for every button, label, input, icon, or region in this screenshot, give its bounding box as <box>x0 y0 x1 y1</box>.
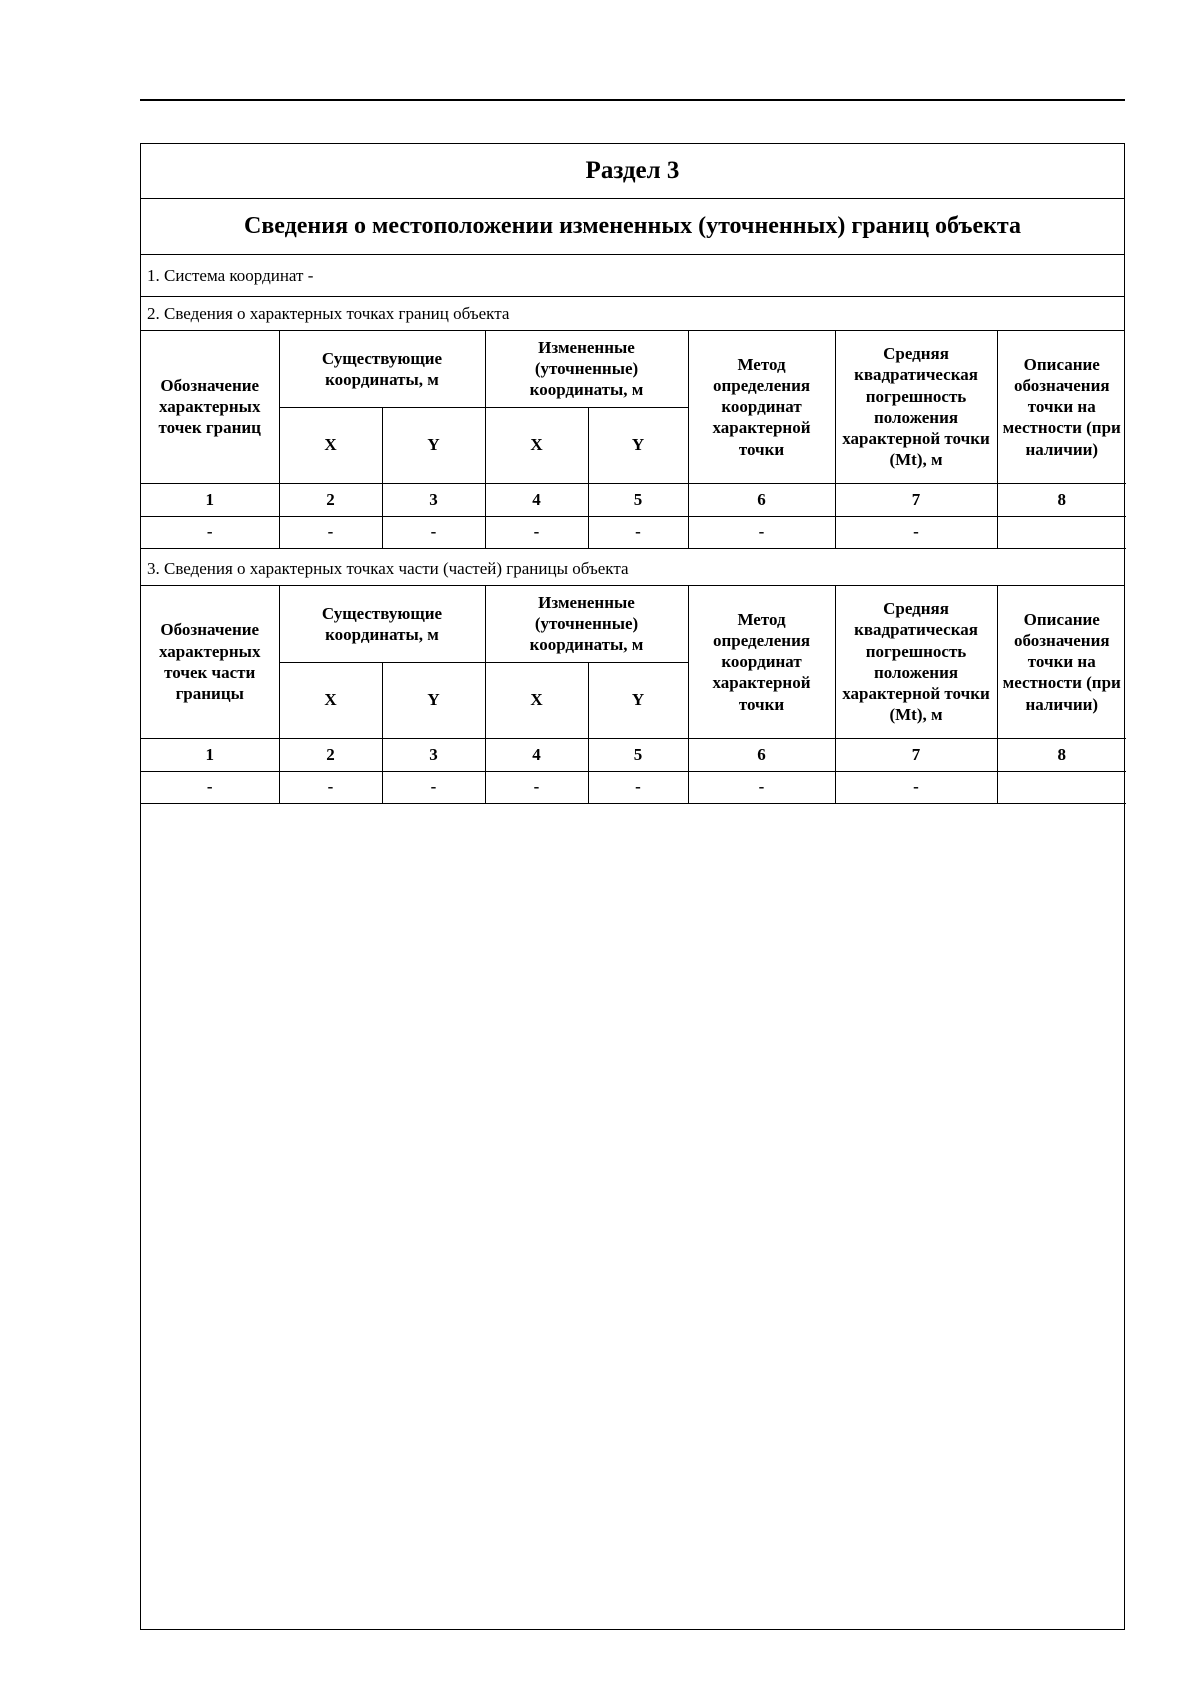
header-existing-y: Y <box>382 407 485 483</box>
table-cell <box>997 516 1126 548</box>
table-cell: - <box>688 516 835 548</box>
header-changed-y: Y <box>588 662 688 738</box>
header-changed-coords: Измененные (уточненные) координаты, м <box>485 331 688 407</box>
section-title: Раздел 3 <box>141 144 1124 199</box>
column-number: 8 <box>997 483 1126 516</box>
table-cell: - <box>485 771 588 803</box>
table-row <box>141 516 1126 548</box>
column-number: 2 <box>279 738 382 771</box>
header-changed-x: X <box>485 662 588 738</box>
column-number-row <box>141 483 1126 516</box>
header-error: Средняя квадратическая погрешность положения характерной точки (Mt), м <box>835 586 997 738</box>
column-number-row <box>141 738 1126 771</box>
table-cell: - <box>835 771 997 803</box>
boundary-points-table <box>141 331 1126 549</box>
header-changed-x: X <box>485 407 588 483</box>
table-cell: - <box>485 516 588 548</box>
header-existing-coords: Существующие координаты, м <box>279 586 485 662</box>
table-cell: - <box>835 516 997 548</box>
top-rule <box>140 99 1125 101</box>
part-points-heading: 3. Сведения о характерных точках части (частей) границы объекта <box>141 552 1124 586</box>
table-cell: - <box>588 771 688 803</box>
header-row <box>141 331 1126 407</box>
column-number: 5 <box>588 738 688 771</box>
header-description: Описание обозначения точки на местности (при наличии) <box>997 331 1126 483</box>
column-number: 6 <box>688 483 835 516</box>
part-points-table <box>141 586 1126 804</box>
section-frame <box>140 143 1125 1630</box>
table-cell: - <box>279 516 382 548</box>
column-number: 7 <box>835 738 997 771</box>
table-cell: - <box>141 516 279 548</box>
header-changed-coords: Измененные (уточненные) координаты, м <box>485 586 688 662</box>
coordinate-system-line: 1. Система координат - <box>141 255 1124 297</box>
table-cell: - <box>382 516 485 548</box>
header-description: Описание обозначения точки на местности (при наличии) <box>997 586 1126 738</box>
header-designation: Обозначение характерных точек части границы <box>141 586 279 738</box>
column-number: 2 <box>279 483 382 516</box>
header-method: Метод определения координат характерной точки <box>688 331 835 483</box>
column-number: 7 <box>835 483 997 516</box>
table-row <box>141 771 1126 803</box>
table-cell: - <box>688 771 835 803</box>
column-number: 8 <box>997 738 1126 771</box>
table-cell: - <box>382 771 485 803</box>
header-existing-x: X <box>279 662 382 738</box>
column-number: 3 <box>382 738 485 771</box>
header-designation: Обозначение характерных точек границ <box>141 331 279 483</box>
table-cell: - <box>588 516 688 548</box>
header-existing-y: Y <box>382 662 485 738</box>
header-row <box>141 586 1126 662</box>
column-number: 1 <box>141 483 279 516</box>
column-number: 5 <box>588 483 688 516</box>
table-cell <box>997 771 1126 803</box>
header-existing-coords: Существующие координаты, м <box>279 331 485 407</box>
section-subtitle: Сведения о местоположении измененных (уточненных) границ объекта <box>141 199 1124 255</box>
header-existing-x: X <box>279 407 382 483</box>
table-cell: - <box>279 771 382 803</box>
column-number: 6 <box>688 738 835 771</box>
table-cell: - <box>141 771 279 803</box>
column-number: 4 <box>485 738 588 771</box>
boundary-points-heading: 2. Сведения о характерных точках границ объекта <box>141 297 1124 331</box>
header-changed-y: Y <box>588 407 688 483</box>
column-number: 1 <box>141 738 279 771</box>
column-number: 4 <box>485 483 588 516</box>
header-error: Средняя квадратическая погрешность положения характерной точки (Mt), м <box>835 331 997 483</box>
column-number: 3 <box>382 483 485 516</box>
header-method: Метод определения координат характерной точки <box>688 586 835 738</box>
